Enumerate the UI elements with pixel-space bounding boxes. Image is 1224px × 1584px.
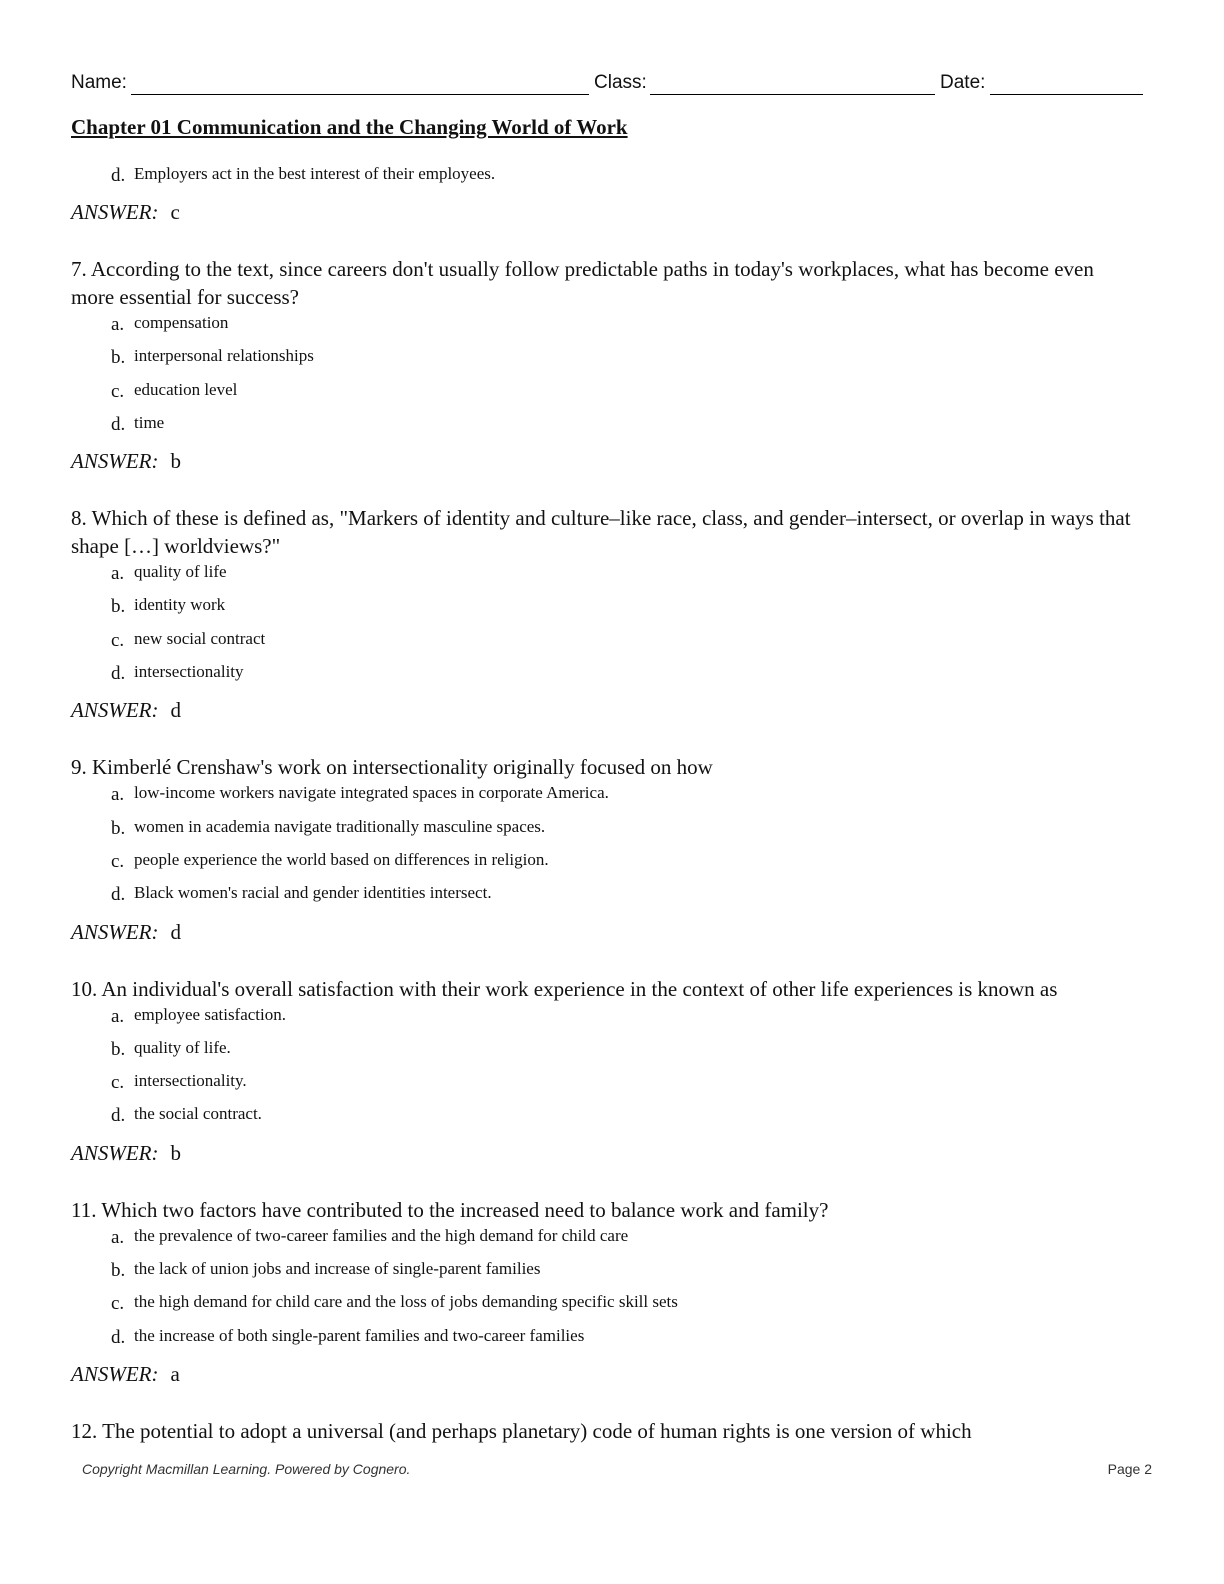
- choice-list: [111, 781, 1131, 914]
- choice-letter: c.: [111, 850, 125, 872]
- answer-line: [71, 917, 1131, 947]
- answer-label: ANSWER:: [71, 919, 159, 944]
- choice-text: identity work: [134, 595, 226, 615]
- answer-value: b: [170, 1140, 181, 1165]
- choice-letter: d.: [111, 884, 126, 906]
- class-label: Class:: [594, 72, 647, 93]
- answer-line: [71, 197, 1131, 227]
- answer-choice: [111, 1324, 1131, 1357]
- question-stem: 7. According to the text, since careers don't usually follow predictable paths in today's workplaces, what has become even more essential for success?: [71, 257, 1094, 309]
- choice-letter: a.: [111, 563, 125, 585]
- question-block: [71, 1417, 1131, 1445]
- question-stem: 8. Which of these is defined as, "Markers of identity and culture–like race, class, and gender–intersect, or overlap in ways that shape […] worldviews?": [71, 506, 1131, 559]
- answer-choice: [111, 162, 1131, 195]
- choice-letter: b.: [111, 347, 126, 369]
- answer-label: ANSWER:: [71, 200, 159, 224]
- choice-text: education level: [134, 379, 238, 399]
- answer-choice: [111, 881, 1131, 914]
- choice-text: intersectionality.: [134, 1071, 247, 1091]
- answer-choice: [111, 411, 1131, 444]
- page-footer: [82, 1461, 1154, 1477]
- choice-text: quality of life.: [134, 1037, 231, 1057]
- answer-choice: [111, 848, 1131, 881]
- answer-choice: [111, 378, 1131, 411]
- choice-list: [111, 1224, 1131, 1357]
- choice-letter: a.: [111, 314, 125, 335]
- choice-letter: d.: [111, 1105, 126, 1127]
- answer-value: c: [170, 200, 180, 224]
- answer-value: d: [170, 919, 181, 944]
- choice-text: interpersonal relationships: [134, 346, 314, 366]
- question-stem: 10. An individual's overall satisfaction with their work experience in the context of other life experiences is known as: [71, 976, 1058, 1001]
- question-block: [71, 1196, 1131, 1389]
- question-block: [71, 162, 1131, 227]
- question-stem: 11. Which two factors have contributed to the increased need to balance work and family?: [71, 1197, 829, 1222]
- answer-line: [71, 1359, 1131, 1389]
- name-label: Name:: [71, 72, 127, 93]
- choice-list: [111, 560, 1131, 693]
- name-blank-line: [131, 94, 589, 95]
- answer-label: ANSWER:: [71, 449, 159, 474]
- choice-text: Black women's racial and gender identities intersect.: [134, 883, 492, 903]
- copyright-text: Copyright Macmillan Learning. Powered by Cognero.: [82, 1461, 411, 1477]
- date-label: Date:: [940, 72, 986, 93]
- answer-label: ANSWER:: [71, 1361, 159, 1386]
- choice-letter: b.: [111, 1260, 126, 1282]
- answer-choice: [111, 1224, 1131, 1257]
- choice-letter: d.: [111, 1326, 126, 1348]
- question-block: [71, 255, 1131, 476]
- answer-choice: [111, 1102, 1131, 1135]
- answer-choice: [111, 627, 1131, 660]
- choice-letter: c.: [111, 1072, 125, 1094]
- answer-choice: [111, 781, 1131, 814]
- choice-text: people experience the world based on differences in religion.: [134, 849, 549, 869]
- choice-letter: c.: [111, 380, 125, 402]
- answer-label: ANSWER:: [71, 1140, 159, 1165]
- choice-text: employee satisfaction.: [134, 1004, 287, 1024]
- answer-choice: [111, 1003, 1131, 1036]
- question-stem: 9. Kimberlé Crenshaw's work on intersectionality originally focused on how: [71, 755, 713, 780]
- answer-choice: [111, 1257, 1131, 1290]
- choice-text: compensation: [134, 313, 229, 332]
- answer-line: [71, 695, 1131, 725]
- choice-text: time: [134, 412, 165, 432]
- question-list: [71, 162, 1131, 1445]
- choice-text: the prevalence of two-career families and the high demand for child care: [134, 1225, 629, 1245]
- choice-letter: a.: [111, 784, 125, 806]
- class-blank-line: [650, 94, 935, 95]
- page-number: Page 2: [1107, 1461, 1152, 1477]
- choice-letter: d.: [111, 663, 126, 685]
- choice-letter: b.: [111, 817, 126, 839]
- answer-label: ANSWER:: [71, 698, 159, 723]
- choice-text: the lack of union jobs and increase of single-parent families: [134, 1259, 541, 1279]
- choice-text: Employers act in the best interest of their employees.: [134, 164, 496, 183]
- question-block: [71, 504, 1131, 725]
- choice-letter: d.: [111, 413, 126, 435]
- choice-letter: d.: [111, 165, 126, 186]
- answer-value: b: [170, 449, 181, 474]
- question-stem: 12. The potential to adopt a universal (and perhaps planetary) code of human rights is one version of which: [71, 1418, 972, 1443]
- choice-list: [111, 162, 1131, 195]
- answer-choice: [111, 1036, 1131, 1069]
- choice-list: [111, 1003, 1131, 1136]
- choice-letter: a.: [111, 1005, 125, 1027]
- answer-choice: [111, 1290, 1131, 1323]
- choice-letter: c.: [111, 629, 125, 651]
- answer-choice: [111, 815, 1131, 848]
- choice-text: quality of life: [134, 562, 227, 582]
- answer-choice: [111, 560, 1131, 593]
- question-block: [71, 975, 1131, 1168]
- choice-letter: a.: [111, 1226, 125, 1248]
- answer-choice: [111, 660, 1131, 693]
- question-block: [71, 753, 1131, 946]
- answer-line: [71, 1138, 1131, 1168]
- choice-letter: b.: [111, 596, 126, 618]
- choice-text: new social contract: [134, 628, 266, 648]
- date-blank-line: [990, 94, 1143, 95]
- choice-text: women in academia navigate traditionally masculine spaces.: [134, 816, 546, 836]
- choice-text: low-income workers navigate integrated spaces in corporate America.: [134, 783, 609, 803]
- choice-text: the high demand for child care and the loss of jobs demanding specific skill sets: [134, 1292, 678, 1312]
- answer-choice: [111, 1069, 1131, 1102]
- chapter-title: Chapter 01 Communication and the Changing World of Work: [71, 115, 628, 139]
- choice-letter: c.: [111, 1293, 125, 1315]
- choice-list: [111, 311, 1131, 444]
- choice-text: the social contract.: [134, 1104, 262, 1124]
- student-info-header: [71, 70, 1143, 100]
- answer-line: [71, 446, 1131, 476]
- answer-choice: [111, 344, 1131, 377]
- answer-choice: [111, 311, 1131, 344]
- answer-value: d: [170, 698, 181, 723]
- answer-choice: [111, 593, 1131, 626]
- choice-text: the increase of both single-parent families and two-career families: [134, 1325, 585, 1345]
- choice-letter: b.: [111, 1038, 126, 1060]
- answer-value: a: [170, 1361, 180, 1386]
- choice-text: intersectionality: [134, 662, 244, 682]
